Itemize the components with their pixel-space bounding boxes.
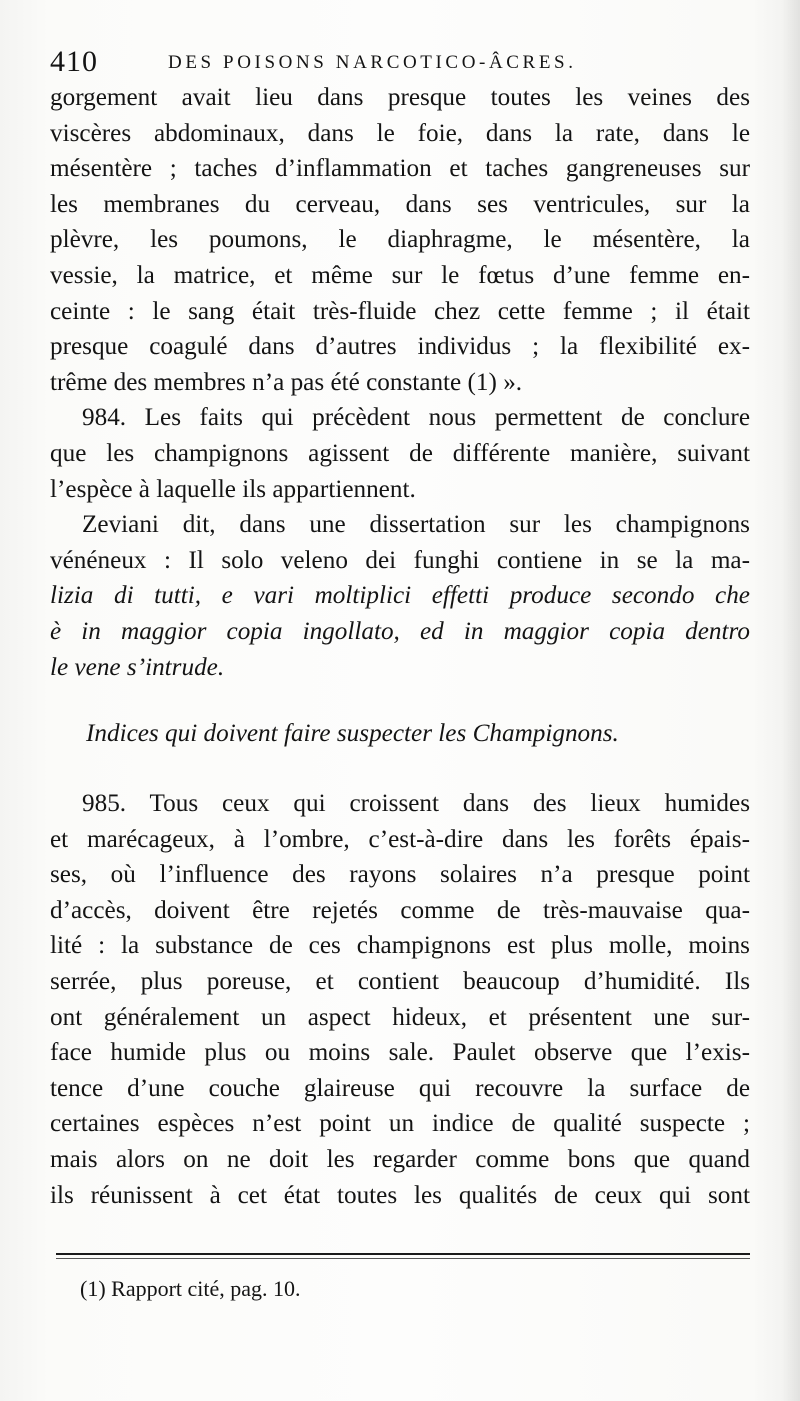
text-line: vessie, la matrice, et même sur le fœtus d’une femme en-: [50, 261, 750, 289]
paragraph-985-line: ils réunissent à cet état toutes les qualités de ceux qui sont: [50, 1181, 750, 1209]
paragraph-985-line: et marécageux, à l’ombre, c’est-à-dire dans les forêts épais-: [50, 825, 750, 853]
text-line: presque coagulé dans d’autres individus ; la flexibilité ex-: [50, 333, 750, 361]
zeviani-line: Zeviani dit, dans une dissertation sur les champignons: [82, 511, 750, 539]
text-line: gorgement avait lieu dans presque toutes les veines des: [50, 84, 750, 111]
spacer: [50, 753, 750, 786]
body-text: [50, 80, 750, 1213]
zeviani-italic-line: lizia di tutti, e vari moltiplici effetti produce secondo che: [50, 582, 750, 610]
paragraph-984-line: 984. Les faits qui précèdent nous permettent de conclure: [82, 404, 750, 432]
text-line: les membranes du cerveau, dans ses ventricules, sur la: [50, 190, 750, 218]
running-title: DES POISONS NARCOTICO-ÂCRES.: [168, 52, 577, 73]
paragraph-985-line: face humide plus ou moins sale. Paulet observe que l’exis-: [50, 1039, 750, 1067]
section-title: Indices qui doivent faire suspecter les Champignons.: [86, 720, 619, 748]
footnote-rule-thin: [56, 1258, 750, 1259]
paragraph-985-line: mais alors on ne doit les regarder comme bons que quand: [50, 1146, 750, 1174]
text-line: trême des membres n’a pas été constante (1) ».: [50, 368, 523, 396]
text-line: mésentère ; taches d’inflammation et taches gangreneuses sur: [50, 155, 750, 183]
paragraph-985-line: ont généralement un aspect hideux, et présentent une sur-: [50, 1003, 750, 1031]
spacer: [50, 685, 750, 715]
paragraph-984-line: que les champignons agissent de différente manière, suivant: [50, 439, 750, 467]
paragraph-985-line: tence d’une couche glaireuse qui recouvre la surface de: [50, 1074, 750, 1102]
paragraph-985-line: d’accès, doivent être rejetés comme de très-mauvaise qua-: [50, 896, 750, 924]
footnote: (1) Rapport cité, pag. 10.: [80, 1276, 301, 1301]
paragraph-984-line: l’espèce à laquelle ils appartiennent.: [50, 475, 416, 503]
text-line: viscères abdominaux, dans le foie, dans la rate, dans le: [50, 119, 750, 147]
footnote-rule: [56, 1253, 750, 1255]
zeviani-italic-line: è in maggior copia ingollato, ed in maggior copia dentro: [50, 617, 750, 645]
paragraph-985-line: certaines espèces n’est point un indice de qualité suspecte ;: [50, 1110, 750, 1138]
text-line: plèvre, les poumons, le diaphragme, le mésentère, la: [50, 226, 750, 254]
text-line: ceinte : le sang était très-fluide chez cette femme ; il était: [50, 297, 750, 325]
zeviani-italic-line: le vene s’intrude.: [50, 653, 225, 681]
paragraph-985-line: lité : la substance de ces champignons est plus molle, moins: [50, 932, 750, 960]
page-number: 410: [50, 45, 98, 78]
paragraph-985-line: ses, où l’influence des rayons solaires n’a presque point: [50, 861, 750, 889]
paragraph-985-line: serrée, plus poreuse, et contient beaucoup d’humidité. Ils: [50, 968, 750, 996]
page-edge-shadow: [782, 0, 800, 1401]
zeviani-line: vénéneux : Il solo veleno dei funghi contiene in se la ma-: [50, 546, 750, 574]
paragraph-985-line: 985. Tous ceux qui croissent dans des lieux humides: [82, 790, 750, 818]
page-header: [50, 44, 750, 80]
